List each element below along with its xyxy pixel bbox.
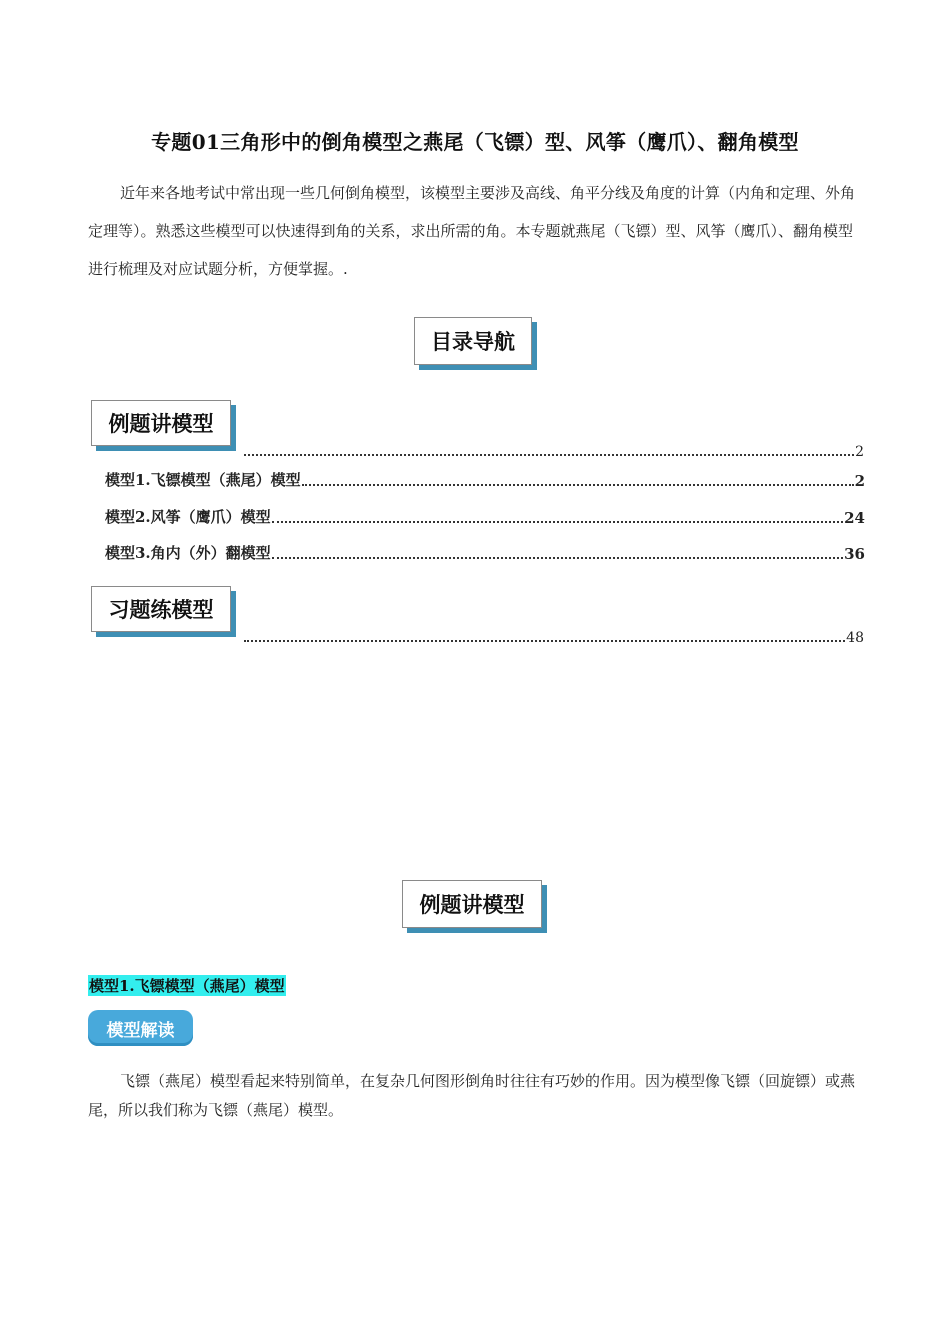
toc-line-exercises[interactable] xyxy=(243,630,864,646)
toc-item-label: 模型1.飞镖模型（燕尾）模型 xyxy=(105,471,301,489)
toc-leader-dots xyxy=(302,483,854,486)
toc-item-label: 模型2.风筝（鹰爪）模型 xyxy=(105,508,271,526)
toc-leader-dots xyxy=(272,520,843,523)
document-title: 专题01三角形中的倒角模型之燕尾（飞镖）型、风筝（鹰爪）、翻角模型 xyxy=(151,130,799,154)
toc-page-number: 2 xyxy=(854,472,865,490)
toc-page-number: 24 xyxy=(844,509,865,527)
intro-paragraph: 近年来各地考试中常出现一些几何倒角模型，该模型主要涉及高线、角平分线及角度的计算（内角和定理、外角定理等）。熟悉这些模型可以快速得到角的关系，求出所需的角。本专题就燕尾（飞镖）型、风筝（鹰爪）、翻角模型进行梳理及对应试题分析，方便掌握。. xyxy=(88,184,856,278)
toc-line-examples[interactable] xyxy=(243,444,864,460)
toc-section-examples[interactable]: 例题讲模型 xyxy=(91,400,231,446)
toc-leader-dots xyxy=(244,453,854,456)
toc-heading-box: 目录导航 xyxy=(414,317,532,365)
model-1-heading: 模型1.飞镖模型（燕尾）模型 xyxy=(89,977,285,995)
toc-item-label: 模型3.角内（外）翻模型 xyxy=(105,544,271,562)
toc-item-model-1[interactable] xyxy=(105,469,865,490)
toc-leader-dots xyxy=(272,556,843,559)
toc-page-number: 2 xyxy=(855,444,864,460)
toc-leader-dots xyxy=(244,639,845,642)
toc-page-number: 36 xyxy=(844,545,865,563)
model-1-paragraph: 飞镖（燕尾）模型看起来特别简单，在复杂几何图形倒角时往往有巧妙的作用。因为模型像飞镖（回旋镖）或燕尾，所以我们称为飞镖（燕尾）模型。 xyxy=(88,1072,856,1119)
section-heading-box: 例题讲模型 xyxy=(402,880,542,928)
toc-page-number: 48 xyxy=(846,630,864,646)
toc-item-model-3[interactable] xyxy=(105,542,865,563)
toc-section-exercises[interactable]: 习题练模型 xyxy=(91,586,231,632)
model-interpretation-badge: 模型解读 xyxy=(88,1010,193,1046)
toc-item-model-2[interactable] xyxy=(105,506,865,527)
